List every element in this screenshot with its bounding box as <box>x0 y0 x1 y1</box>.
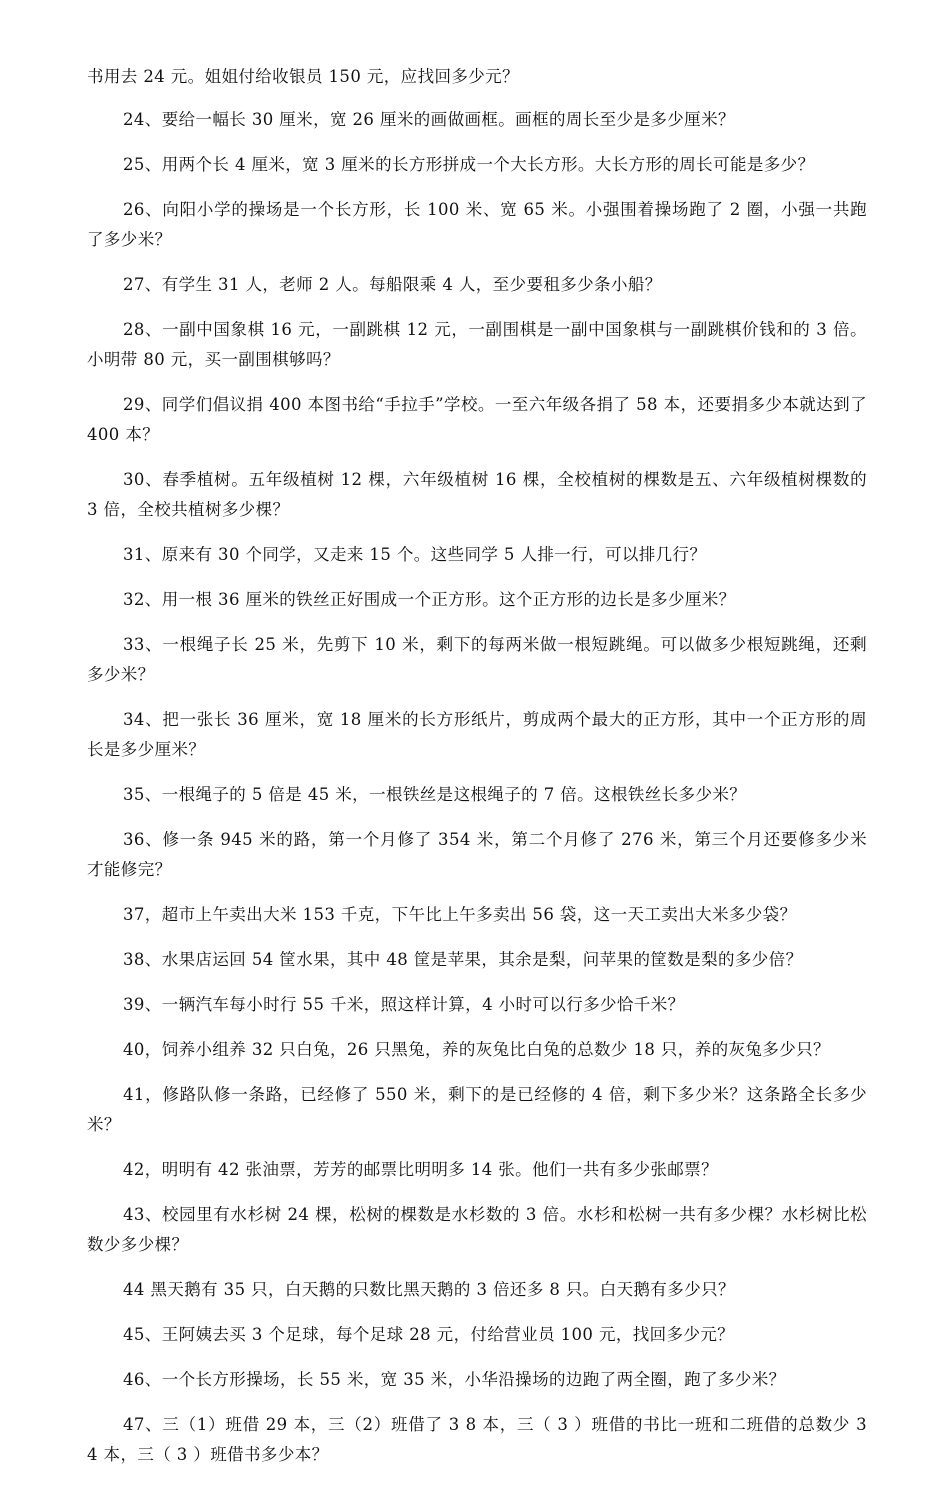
problem-46: 46、一个长方形操场，长 55 米，宽 35 米，小华沿操场的边跑了两全圈，跑了多少米？ <box>123 1370 786 1389</box>
problem-32: 32、用一根 36 厘米的铁丝正好围成一个正方形。这个正方形的边长是多少厘米？ <box>123 590 736 609</box>
problem-27: 27、有学生 31 人，老师 2 人。每船限乘 4 人，至少要租多少条小船？ <box>123 275 662 294</box>
problem-40: 40，饲养小组养 32 只白兔，26 只黑兔，养的灰兔比白兔的总数少 18 只，养的灰兔多少只？ <box>123 1040 830 1059</box>
problem-38: 38、水果店运回 54 筐水果，其中 48 筐是苹果，其余是梨，问苹果的筐数是梨的多少倍？ <box>123 950 803 969</box>
problem-42: 42，明明有 42 张油票，芳芳的邮票比明明多 14 张。他们一共有多少张邮票？ <box>123 1160 718 1179</box>
problem-39: 39、一辆汽车每小时行 55 千米，照这样计算，4 小时可以行多少恰千米？ <box>123 995 685 1014</box>
problem-41: 41，修路队修一条路，已经修了 550 米，剩下的是已经修的 4 倍，剩下多少米？这条路全长多少米？ <box>87 1085 867 1134</box>
problem-43: 43、校园里有水杉树 24 棵，松树的棵数是水杉数的 3 倍。水杉和松树一共有多少棵？水杉树比松数少多少棵？ <box>87 1205 867 1254</box>
problem-37: 37，超市上午卖出大米 153 千克，下午比上午多卖出 56 袋，这一天工卖出大米多少袋？ <box>123 905 797 924</box>
problem-continuation: 书用去 24 元。姐姐付给收银员 150 元，应找回多少元？ <box>87 67 519 86</box>
problem-30: 30、春季植树。五年级植树 12 棵，六年级植树 16 棵，全校植树的棵数是五、六年级植树棵数的 3 倍，全校共植树多少棵？ <box>87 470 867 519</box>
problem-29: 29、同学们倡议捐 400 本图书给“手拉手”学校。一至六年级各捐了 58 本，还要捐多少本就达到了 400 本？ <box>87 395 867 444</box>
problem-35: 35、一根绳子的 5 倍是 45 米，一根铁丝是这根绳子的 7 倍。这根铁丝长多少米？ <box>123 785 747 804</box>
problem-26: 26、向阳小学的操场是一个长方形，长 100 米、宽 65 米。小强围着操场跑了 2 圈，小强一共跑了多少米？ <box>87 200 867 249</box>
problem-28: 28、一副中国象棋 16 元，一副跳棋 12 元，一副围棋是一副中国象棋与一副跳棋价钱和的 3 倍。小明带 80 元，买一副围棋够吗？ <box>87 320 867 369</box>
problem-25: 25、用两个长 4 厘米，宽 3 厘米的长方形拼成一个大长方形。大长方形的周长可能是多少？ <box>123 155 815 174</box>
problem-45: 45、王阿姨去买 3 个足球，每个足球 28 元，付给营业员 100 元，找回多少元？ <box>123 1325 735 1344</box>
problem-list <box>87 62 867 1485</box>
problem-36: 36、修一条 945 米的路，第一个月修了 354 米，第二个月修了 276 米，第三个月还要修多少米才能修完？ <box>87 830 867 879</box>
problem-47: 47、三（1）班借 29 本，三（2）班借了 3 8 本，三（ 3 ）班借的书比一班和二班借的总数少 3 4 本，三（ 3 ）班借书多少本？ <box>87 1415 867 1464</box>
problem-44: 44 黑天鹅有 35 只，白天鹅的只数比黑天鹅的 3 倍还多 8 只。白天鹅有多少只？ <box>123 1280 735 1299</box>
problem-34: 34、把一张长 36 厘米，宽 18 厘米的长方形纸片，剪成两个最大的正方形，其中一个正方形的周长是多少厘米？ <box>87 710 867 759</box>
problem-33: 33、一根绳子长 25 米，先剪下 10 米，剩下的每两米做一根短跳绳。可以做多少根短跳绳，还剩多少米？ <box>87 635 867 684</box>
problem-24: 24、要给一幅长 30 厘米，宽 26 厘米的画做画框。画框的周长至少是多少厘米？ <box>123 110 735 129</box>
problem-31: 31、原来有 30 个同学，又走来 15 个。这些同学 5 人排一行，可以排几行？ <box>123 545 707 564</box>
